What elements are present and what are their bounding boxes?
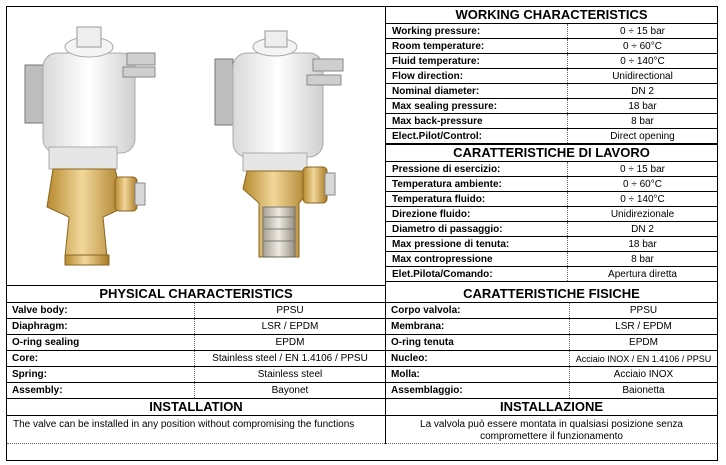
- table-row: Molla: Acciaio INOX: [386, 367, 717, 383]
- lavoro-title: CARATTERISTICHE DI LAVORO: [386, 144, 717, 162]
- table-row: Elect.Pilot/Control: Direct opening: [386, 129, 717, 144]
- table-row: Max sealing pressure: 18 bar: [386, 99, 717, 114]
- table-row: Assemblaggio: Baionetta: [386, 383, 717, 399]
- installation-title: INSTALLATION: [7, 399, 385, 416]
- table-row: Diametro di passaggio: DN 2: [386, 222, 717, 237]
- table-row: Corpo valvola: PPSU: [386, 303, 717, 319]
- table-row: Max pressione di tenuta: 18 bar: [386, 237, 717, 252]
- valve-illustrations: [7, 7, 385, 285]
- table-row: Core: Stainless steel / EN 1.4106 / PPSU: [7, 351, 385, 367]
- caratteristiche-fisiche-table: [386, 286, 717, 444]
- table-row: Flow direction: Unidirectional: [386, 69, 717, 84]
- working-characteristics-table: [386, 7, 717, 144]
- table-row: Assembly: Bayonet: [7, 383, 385, 399]
- table-row: Fluid temperature: 0 ÷ 140°C: [386, 54, 717, 69]
- table-row: Max contropressione 8 bar: [386, 252, 717, 267]
- physical-title: PHYSICAL CHARACTERISTICS: [7, 286, 385, 303]
- valve-image-right: [215, 31, 343, 257]
- valve-image-left: [25, 27, 155, 265]
- table-row: O-ring tenuta EPDM: [386, 335, 717, 351]
- product-image-panel: [7, 7, 386, 286]
- table-row: Spring: Stainless steel: [7, 367, 385, 383]
- table-row: Temperatura ambiente: 0 ÷ 60°C: [386, 177, 717, 192]
- installation-text: The valve can be installed in any position without compromising the functions: [7, 416, 385, 444]
- installazione-text: La valvola può essere montata in qualsiasi posizione senza compromettere il funzionamento: [386, 416, 717, 444]
- table-row: Pressione di esercizio: 0 ÷ 15 bar: [386, 162, 717, 177]
- table-row: Diaphragm: LSR / EPDM: [7, 319, 385, 335]
- table-row: Valve body: PPSU: [7, 303, 385, 319]
- table-row: Max back-pressure 8 bar: [386, 114, 717, 129]
- table-row: O-ring sealing EPDM: [7, 335, 385, 351]
- table-row: Nucleo: Acciaio INOX / EN 1.4106 / PPSU: [386, 351, 717, 367]
- table-row: Membrana: LSR / EPDM: [386, 319, 717, 335]
- table-row: Direzione fluido: Unidirezionale: [386, 207, 717, 222]
- table-row: Nominal diameter: DN 2: [386, 84, 717, 99]
- table-row: Elet.Pilota/Comando: Apertura diretta: [386, 267, 717, 282]
- table-row: Temperatura fluido: 0 ÷ 140°C: [386, 192, 717, 207]
- datasheet: [6, 6, 718, 461]
- physical-characteristics-table: [7, 286, 386, 444]
- working-title: WORKING CHARACTERISTICS: [386, 7, 717, 24]
- fisiche-title: CARATTERISTICHE FISICHE: [386, 286, 717, 303]
- table-row: Room temperature: 0 ÷ 60°C: [386, 39, 717, 54]
- table-row: Working pressure: 0 ÷ 15 bar: [386, 24, 717, 39]
- installazione-title: INSTALLAZIONE: [386, 399, 717, 416]
- caratteristiche-lavoro-table: [386, 144, 717, 282]
